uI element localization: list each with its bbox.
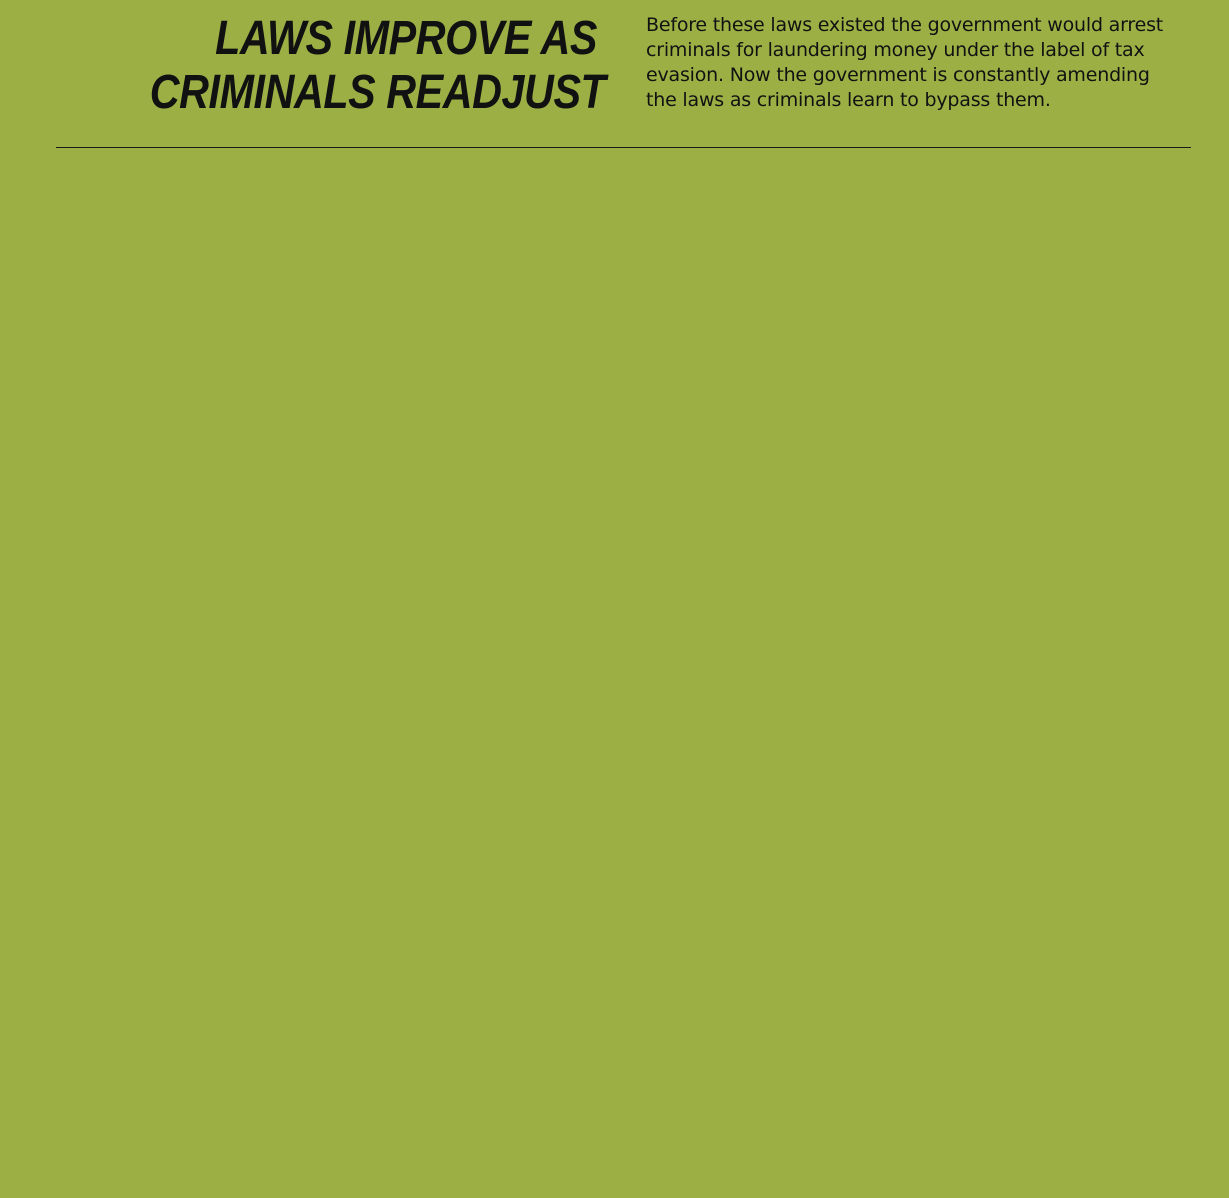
- article-header: [56, 0, 1191, 148]
- headline: [149, 12, 606, 120]
- content-area: [0, 148, 1229, 1198]
- headline-line-1: LAWS IMPROVE AS: [215, 12, 598, 65]
- article-deck: Before these laws existed the government would arrest criminals for laundering money under the label of tax evasion. Now the government is constantly amending the laws as criminals learn to bypass them.: [646, 14, 1164, 111]
- headline-line-2: CRIMINALS READJUST: [149, 66, 606, 119]
